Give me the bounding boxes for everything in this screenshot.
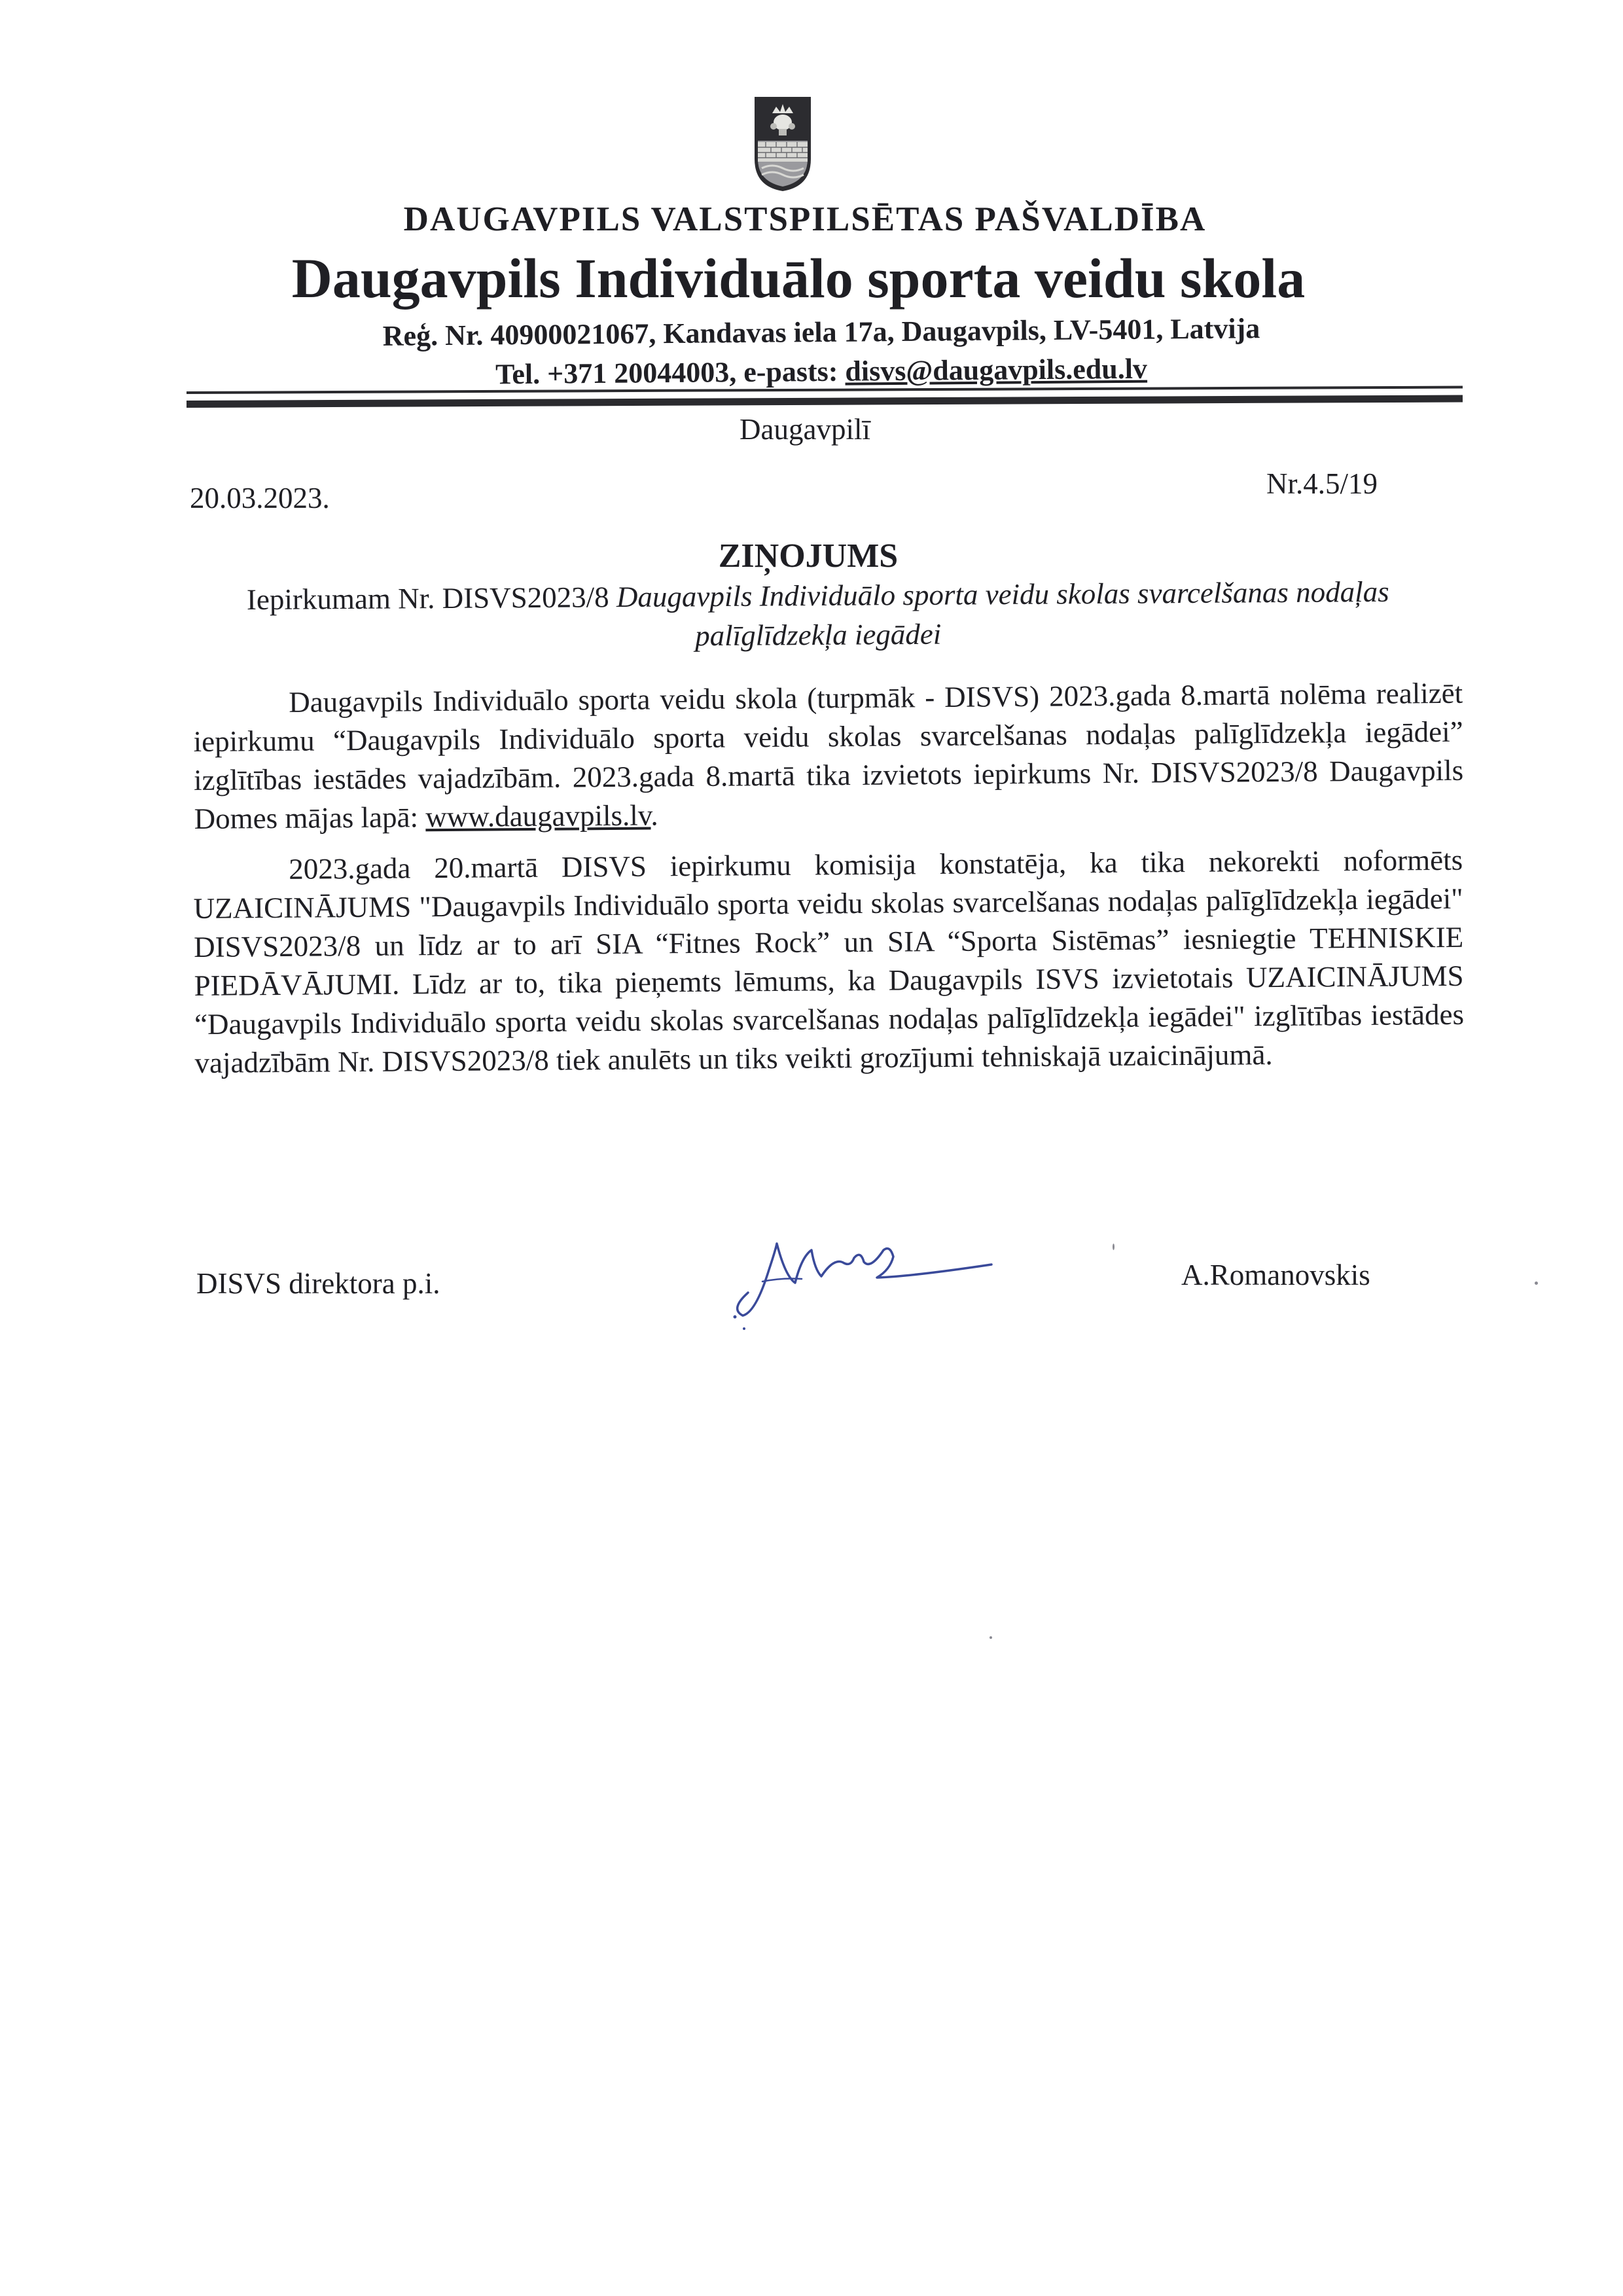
registration-address: Reģ. Nr. 40900021067, Kandavas iela 17a, Daugavpils, LV-5401, Latvija [382, 312, 1260, 352]
document-title: ZIŅOJUMS [718, 537, 899, 575]
place-of-issue: Daugavpilī [740, 413, 870, 446]
website-link[interactable]: www.daugavpils.lv [425, 798, 651, 834]
paragraph-1-end: . [651, 798, 658, 832]
handwritten-signature-icon [723, 1230, 998, 1335]
paragraph-1-text: Daugavpils Individuālo sporta veidu skola (turpmāk - DISVS) 2023.gada 8.martā nolēma realizēt iepirkumu “Daugavpils Individuālo sporta veidu skolas svarcelšanas nodaļas palīglīdzekļa iegādei” izglītības iestādes vajadzībām. 2023.gada 8.martā tika izvietots iepirkums Nr. DISVS2023/8 Daugavpils Domes mājas lapā: [193, 676, 1464, 835]
document-date: 20.03.2023. [190, 482, 330, 514]
scan-speck [1535, 1282, 1538, 1285]
header-divider-thick [187, 395, 1463, 408]
document-number: Nr.4.5/19 [1266, 467, 1378, 500]
document-subtitle [196, 571, 1440, 658]
body-paragraph-2 [193, 841, 1465, 1083]
scan-speck [1113, 1244, 1115, 1250]
phone-label: Tel. +371 20044003, e-pasts: [495, 355, 846, 391]
school-name: Daugavpils Individuālo sporta veidu skola [291, 247, 1306, 310]
paragraph-2-text: 2023.gada 20.martā DISVS iepirkumu komisija konstatēja, ka tika nekorekti noformēts UZAICINĀJUMS "Daugavpils Individuālo sporta veidu skolas svarcelšanas nodaļas palīglīdzekļa iegādei" DISVS2023/8 un līdz ar to arī SIA “Fitnes Rock” un SIA “Sporta Sistēmas” iesniegtie TEHNISKIE PIEDĀVĀJUMI. Līdz ar to, tika pieņemts lēmums, ka Daugavpils ISVS izvietotais UZAICINĀJUMS “Daugavpils Individuālo sporta veidu skolas svarcelšanas nodaļas palīglīdzekļa iegādei" izglītības iestādes vajadzībām Nr. DISVS2023/8 tiek anulēts un tiks veikti grozījumi tehniskajā uzaicinājumā. [193, 843, 1465, 1079]
body-paragraph-1 [193, 674, 1464, 838]
subtitle-prefix: Iepirkumam Nr. DISVS2023/8 [246, 581, 617, 617]
municipality-name: DAUGAVPILS VALSTSPILSĒTAS PAŠVALDĪBA [403, 200, 1207, 238]
email-link[interactable]: disvs@daugavpils.edu.lv [845, 352, 1148, 387]
signatory-role: DISVS direktora p.i. [196, 1267, 440, 1300]
signatory-name: A.Romanovskis [1181, 1259, 1370, 1291]
coat-of-arms-icon [753, 95, 813, 193]
scan-speck [990, 1636, 992, 1639]
subtitle-procurement-name: Daugavpils Individuālo sporta veidu skolas svarcelšanas nodaļas palīglīdzekļa iegādei [616, 575, 1389, 653]
